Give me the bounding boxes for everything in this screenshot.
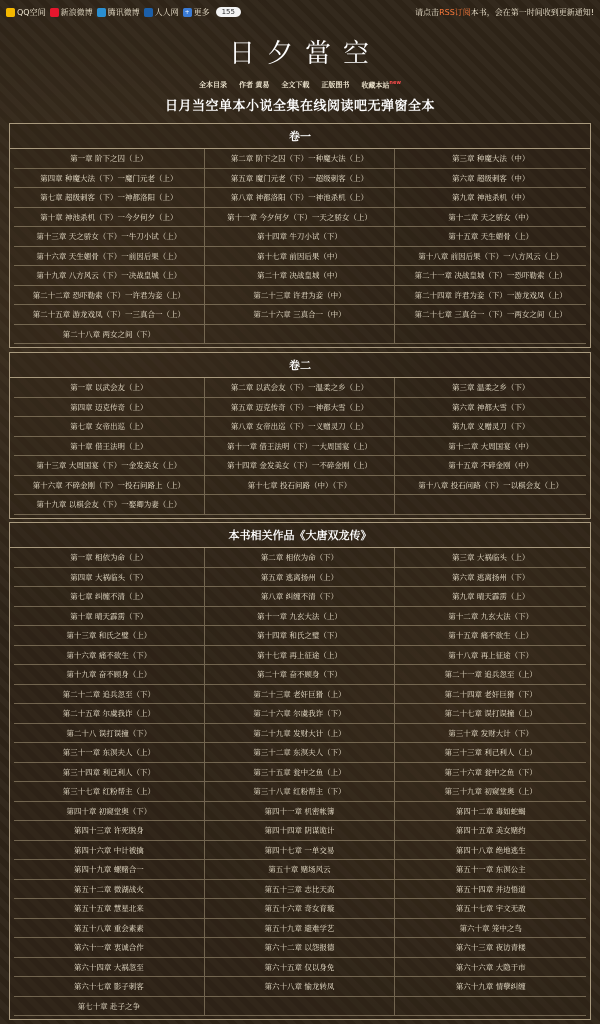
chapter-link[interactable]: 第三十一章 东溟夫人（上）: [14, 743, 205, 763]
chapter-link[interactable]: 第十三章 天之骄女（下）一牛刀小试（上）: [14, 227, 205, 247]
chapter-link[interactable]: 第三十九章 初窥堂奥（上）: [395, 782, 586, 802]
chapter-link[interactable]: 第八章 女帝出巡（下）一义赠灵刀（上）: [205, 417, 396, 437]
chapter-link[interactable]: 第二十六章 尔虞我诈（下）: [205, 704, 396, 724]
related-title: 本书相关作品《大唐双龙传》: [10, 523, 590, 548]
volume-1-section: [9, 123, 591, 348]
qzone-icon: [6, 8, 15, 17]
chapter-link[interactable]: 第十一章 今夕何夕（下）一天之骄女（上）: [205, 208, 396, 228]
chapter-link[interactable]: 第五十七章 宇文无敌: [395, 899, 586, 919]
chapter-list: [10, 149, 590, 347]
chapter-link[interactable]: 第十九章 以棋会友（下）一娶卿为妻（上）: [14, 495, 205, 515]
empty-cell: [395, 997, 586, 1017]
share-bar: [6, 7, 241, 18]
chapter-link[interactable]: 第三十二章 东溟夫人（下）: [205, 743, 396, 763]
chapter-link[interactable]: 第十四章 和氏之璧（下）: [205, 626, 396, 646]
chapter-link[interactable]: 第二十四章 许君为妾（下）一游龙戏凤（上）: [395, 286, 586, 306]
chapter-link[interactable]: 第一章 以武会友（上）: [14, 378, 205, 398]
chapter-link[interactable]: 第五章 迈克传奇（下）一神都大雪（上）: [205, 398, 396, 418]
share-label: 新浪微博: [60, 7, 93, 17]
chapter-link[interactable]: 第五十九章 避难学艺: [205, 919, 396, 939]
chapter-link[interactable]: 第三十七章 红粉帮主（上）: [14, 782, 205, 802]
chapter-link[interactable]: 第五十六章 奇女育璇: [205, 899, 396, 919]
chapter-link[interactable]: 第五十三章 志比天高: [205, 880, 396, 900]
chapter-link[interactable]: 第七章 纠缠不清（上）: [14, 587, 205, 607]
main-nav: [0, 80, 600, 92]
chapter-link[interactable]: 第四十九章 螺赌合一: [14, 860, 205, 880]
chapter-link[interactable]: 第四章 迈克传奇（上）: [14, 398, 205, 418]
chapter-link[interactable]: 第六十二章 以怨报德: [205, 938, 396, 958]
chapter-link[interactable]: 第六十六章 大隐于市: [395, 958, 586, 978]
logo-glyph: 空: [343, 38, 372, 69]
chapter-link[interactable]: 第七十章 赴子之争: [14, 997, 205, 1017]
chapter-link[interactable]: 第五章 逃离扬州（上）: [205, 568, 396, 588]
chapter-link[interactable]: 第二十五章 尔虞我诈（上）: [14, 704, 205, 724]
chapter-link[interactable]: 第六十五章 仅以身免: [205, 958, 396, 978]
chapter-link[interactable]: 第十二章 天之骄女（中）: [395, 208, 586, 228]
chapter-link[interactable]: 第二十五章 游龙戏凤（下）一三真合一（上）: [14, 305, 205, 325]
chapter-link[interactable]: 第二章 相依为命（下）: [205, 548, 396, 568]
chapter-link[interactable]: 第三章 种魔大法（中）: [395, 149, 586, 169]
nav-download[interactable]: 全文下载: [281, 81, 310, 89]
share-weibo[interactable]: [50, 7, 93, 18]
chapter-link[interactable]: 第二十七章 误打误撞（上）: [395, 704, 586, 724]
chapter-link[interactable]: 第二十四章 老奸巨猾（下）: [395, 685, 586, 705]
chapter-link[interactable]: 第十六章 不碎金刚（下）一投石问路上（上）: [14, 476, 205, 496]
chapter-link[interactable]: 第四十一章 机密帐簿: [205, 802, 396, 822]
chapter-link[interactable]: 第十八章 投石问路（下）一以棋会友（上）: [395, 476, 586, 496]
share-qzone[interactable]: [6, 7, 46, 18]
chapter-link[interactable]: 第二十章 决战皇城（中）: [205, 266, 396, 286]
rss-subscribe-link[interactable]: RSS订阅: [439, 7, 471, 17]
chapter-link[interactable]: 第四十二章 毒如蛇蝎: [395, 802, 586, 822]
empty-cell: [205, 997, 396, 1017]
chapter-link[interactable]: 第六十三章 夜访青楼: [395, 938, 586, 958]
share-renren[interactable]: [144, 7, 179, 18]
volume-title: 卷二: [10, 353, 590, 378]
chapter-link[interactable]: 第八章 纠缠不清（下）: [205, 587, 396, 607]
chapter-link[interactable]: 第六十九章 情孽纠缠: [395, 977, 586, 997]
tencent-weibo-icon: [97, 8, 106, 17]
plus-icon: +: [184, 8, 190, 16]
chapter-link[interactable]: 第十二章 九玄大法（下）: [395, 607, 586, 627]
chapter-link[interactable]: 第十七章 前因后果（中）: [205, 247, 396, 267]
chapter-link[interactable]: 第五十章 赌场风云: [205, 860, 396, 880]
chapter-link[interactable]: 第十九章 奋不顾身（上）: [14, 665, 205, 685]
volume-2-section: [9, 352, 591, 519]
related-works-section: [9, 522, 591, 1020]
chapter-link[interactable]: 第十六章 天生媚骨（下）一前因后果（上）: [14, 247, 205, 267]
chapter-link[interactable]: 第五十一章 东溟公主: [395, 860, 586, 880]
chapter-link[interactable]: 第二十一章 决战皇城（下）一恐吓勒索（上）: [395, 266, 586, 286]
chapter-link[interactable]: 第九章 神池杀机（中）: [395, 188, 586, 208]
chapter-link[interactable]: 第三十四章 利己利人（下）: [14, 763, 205, 783]
chapter-link[interactable]: 第七章 女帝出巡（上）: [14, 417, 205, 437]
volume-title: 卷一: [10, 124, 590, 149]
chapter-link[interactable]: 第三十章 发财大计（下）: [395, 724, 586, 744]
chapter-link[interactable]: 第四十七章 一单交易: [205, 841, 396, 861]
empty-cell: [205, 495, 396, 515]
chapter-link[interactable]: 第五十四章 并边悟道: [395, 880, 586, 900]
chapter-link[interactable]: 第四章 种魔大法（下）一魔门元老（上）: [14, 169, 205, 189]
chapter-link[interactable]: 第四十章 初窥堂奥（下）: [14, 802, 205, 822]
chapter-link[interactable]: 第十章 借王法明（上）: [14, 437, 205, 457]
chapter-link[interactable]: 第六十四章 大祸忽至: [14, 958, 205, 978]
chapter-link[interactable]: 第十一章 九玄大法（上）: [205, 607, 396, 627]
share-label: 人人网: [154, 7, 179, 17]
page-title: 日月当空单本小说全集在线阅读吧无弹窗全本: [164, 99, 435, 114]
chapter-link[interactable]: 第十章 晴天霹雳（下）: [14, 607, 205, 627]
chapter-link[interactable]: 第三章 温柔之乡（下）: [395, 378, 586, 398]
chapter-link[interactable]: 第十三章 和氏之璧（上）: [14, 626, 205, 646]
chapter-link[interactable]: 第十八章 再上征途（下）: [395, 646, 586, 666]
nav-bookmark-site[interactable]: [361, 80, 401, 92]
chapter-link[interactable]: 第二十章 奋不顾身（下）: [205, 665, 396, 685]
chapter-link[interactable]: 第三十六章 瓮中之鱼（下）: [395, 763, 586, 783]
chapter-link[interactable]: 第一章 阶下之囚（上）: [14, 149, 205, 169]
logo-glyph: 日: [228, 38, 257, 69]
chapter-link[interactable]: 第二十七章 三真合一（下）一两女之间（上）: [395, 305, 586, 325]
chapter-link[interactable]: 第十四章 金发美女（下）一不碎金刚（上）: [205, 456, 396, 476]
share-label: QQ空间: [17, 7, 46, 17]
chapter-link[interactable]: 第二十八章 两女之间（下）: [14, 325, 205, 345]
renren-icon: [144, 8, 153, 17]
chapter-link[interactable]: 第十一章 借王法明（下）一大周国宴（上）: [205, 437, 396, 457]
chapter-link[interactable]: 第九章 晴天霹雳（上）: [395, 587, 586, 607]
nav-official-book[interactable]: 正版图书: [321, 81, 350, 89]
chapter-link[interactable]: 第二十二章 追兵忽至（下）: [14, 685, 205, 705]
chapter-list: [10, 378, 590, 518]
new-badge: new: [389, 80, 401, 86]
chapter-link[interactable]: 第十八章 前因后果（下）一八方风云（上）: [395, 247, 586, 267]
chapter-link[interactable]: 第五十八章 重会素素: [14, 919, 205, 939]
chapter-link[interactable]: 第十五章 天生媚骨（上）: [395, 227, 586, 247]
chapter-link[interactable]: 第十六章 痛不欲生（下）: [14, 646, 205, 666]
share-tencent-weibo[interactable]: [97, 7, 140, 18]
weibo-icon: [50, 8, 59, 17]
chapter-link[interactable]: 第十章 神池杀机（下）一今夕何夕（上）: [14, 208, 205, 228]
chapter-link[interactable]: 第十三章 大周国宴（下）一金发美女（上）: [14, 456, 205, 476]
empty-cell: [395, 325, 586, 345]
chapter-link[interactable]: 第五十二章 微湖战火: [14, 880, 205, 900]
chapter-link[interactable]: 第二十三章 老奸巨猾（上）: [205, 685, 396, 705]
rss-notice: [415, 7, 594, 18]
chapter-link[interactable]: 第四十四章 阴谋诡计: [205, 821, 396, 841]
chapter-link[interactable]: 第十七章 投石问路（中）（下）: [205, 476, 396, 496]
nav-full-catalog[interactable]: 全本目录: [198, 81, 227, 89]
notice-text-pre: 请点击: [415, 7, 440, 17]
chapter-link[interactable]: 第二章 阶下之囚（下）一种魔大法（上）: [205, 149, 396, 169]
chapter-link[interactable]: 第九章 义赠灵刀（下）: [395, 417, 586, 437]
chapter-link[interactable]: 第四章 大祸临头（下）: [14, 568, 205, 588]
empty-cell: [395, 495, 586, 515]
chapter-link[interactable]: 第二十九章 发财大计（上）: [205, 724, 396, 744]
logo-glyph: 當: [305, 38, 334, 69]
chapter-link[interactable]: 第二十一章 追兵忽至（上）: [395, 665, 586, 685]
chapter-link[interactable]: 第四十三章 许死脱身: [14, 821, 205, 841]
chapter-link[interactable]: 第十五章 不碎金刚（中）: [395, 456, 586, 476]
chapter-link[interactable]: 第四十六章 中计被擒: [14, 841, 205, 861]
chapter-link[interactable]: 第十五章 痛不欲生（上）: [395, 626, 586, 646]
chapter-link[interactable]: 第二十三章 许君为妾（中）: [205, 286, 396, 306]
chapter-link[interactable]: 第六十八章 愉龙转凤: [205, 977, 396, 997]
chapter-link[interactable]: 第二十六章 三真合一（中）: [205, 305, 396, 325]
chapter-link[interactable]: 第六章 神都大雪（下）: [395, 398, 586, 418]
chapter-link[interactable]: 第十四章 牛刀小试（下）: [205, 227, 396, 247]
chapter-link[interactable]: 第四十八章 绝地逃生: [395, 841, 586, 861]
chapter-link[interactable]: 第八章 神都洛阳（下）一神池杀机（上）: [205, 188, 396, 208]
chapter-link[interactable]: 第二章 以武会友（下）一温柔之乡（上）: [205, 378, 396, 398]
chapter-link[interactable]: 第六十章 笼中之鸟: [395, 919, 586, 939]
chapter-link[interactable]: 第五章 魔门元老（下）一超级刺客（上）: [205, 169, 396, 189]
chapter-link[interactable]: 第七章 超级刺客（下）一神都洛阳（上）: [14, 188, 205, 208]
logo-glyph: 夕: [266, 38, 295, 69]
site-logo[interactable]: [230, 34, 370, 68]
share-plus[interactable]: [183, 7, 210, 18]
share-label: 更多: [193, 7, 210, 17]
chapter-link[interactable]: 第三章 大祸临头（上）: [395, 548, 586, 568]
chapter-link[interactable]: 第六十一章 衷诚合作: [14, 938, 205, 958]
chapter-link[interactable]: 第六章 逃离扬州（下）: [395, 568, 586, 588]
top-bar: [0, 0, 600, 24]
share-count: 155: [216, 7, 241, 17]
chapter-link[interactable]: 第十二章 大周国宴（中）: [395, 437, 586, 457]
chapter-link[interactable]: 第二十二章 恐吓勒索（下）一许君为妾（上）: [14, 286, 205, 306]
chapter-link[interactable]: 第十七章 再上征途（上）: [205, 646, 396, 666]
chapter-link[interactable]: 第三十五章 瓮中之鱼（上）: [205, 763, 396, 783]
empty-cell: [205, 325, 396, 345]
chapter-link[interactable]: 第三十八章 红粉帮主（下）: [205, 782, 396, 802]
notice-text-post: 本书，会在第一时间收到更新通知!: [470, 7, 594, 17]
chapter-link[interactable]: 第五十五章 慧星北来: [14, 899, 205, 919]
chapter-link[interactable]: 第三十三章 利己利人（上）: [395, 743, 586, 763]
chapter-link[interactable]: 第六章 超级刺客（中）: [395, 169, 586, 189]
chapter-link[interactable]: 第二十八 误打误撞（下）: [14, 724, 205, 744]
chapter-link[interactable]: 第一章 相依为命（上）: [14, 548, 205, 568]
share-label: 腾讯微博: [107, 7, 140, 17]
nav-author[interactable]: 作者 黄易: [238, 81, 270, 89]
chapter-link[interactable]: 第十九章 八方风云（下）一决战皇城（上）: [14, 266, 205, 286]
chapter-link[interactable]: 第四十五章 美女赌约: [395, 821, 586, 841]
chapter-list: [10, 548, 590, 1019]
nav-bookmark-label: 收藏本站: [361, 81, 390, 90]
chapter-link[interactable]: 第六十七章 影子刺客: [14, 977, 205, 997]
